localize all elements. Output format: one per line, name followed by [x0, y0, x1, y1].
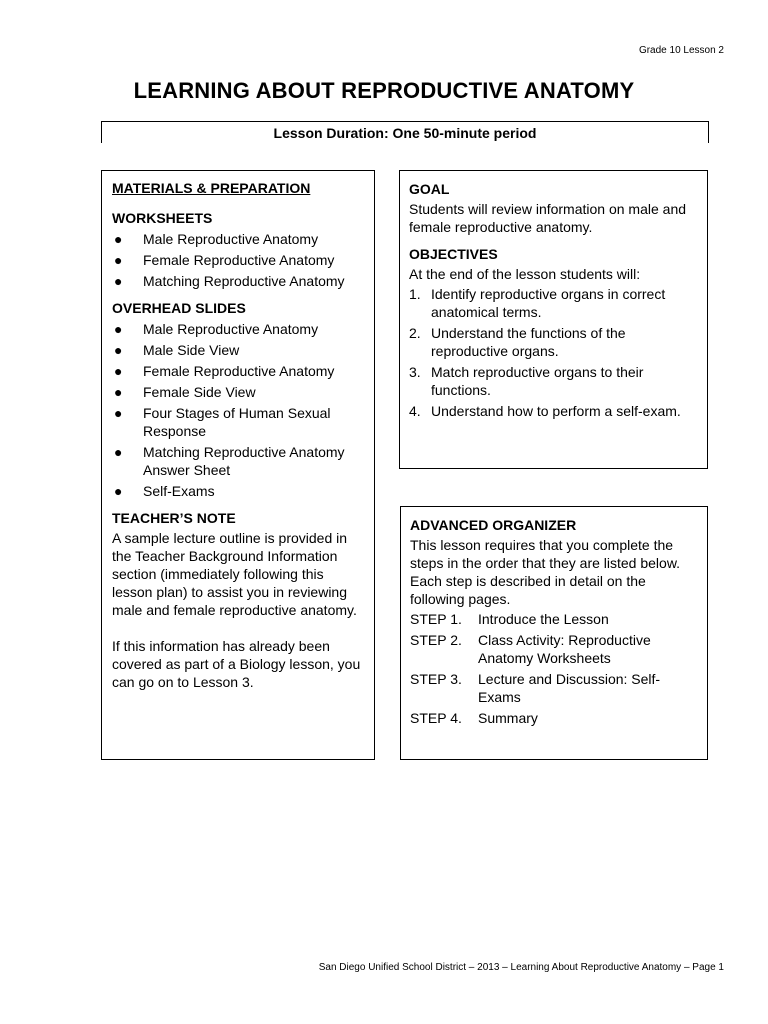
list-item: ● Four Stages of Human Sexual Response	[114, 405, 331, 439]
bullet-icon: ●	[114, 483, 123, 499]
list-item: ● Matching Reproductive Anatomy	[114, 273, 345, 289]
steps-list	[410, 610, 698, 727]
worksheets-heading: WORKSHEETS	[112, 210, 213, 226]
objectives-intro: At the end of the lesson students will:	[409, 266, 641, 282]
list-item: 2. Understand the functions of the reproductive organs.	[409, 325, 626, 359]
bullet-icon: ●	[114, 384, 123, 400]
step-item: STEP 1. Introduce the Lesson	[410, 611, 609, 627]
step-item: STEP 4. Summary	[410, 710, 538, 726]
objectives-heading: OBJECTIVES	[409, 246, 498, 262]
grade-lesson-label: Grade 10 Lesson 2	[638, 45, 724, 56]
list-item: ● Male Reproductive Anatomy	[114, 231, 319, 247]
bullet-icon: ●	[114, 444, 123, 460]
list-item: ● Male Reproductive Anatomy	[114, 321, 319, 337]
list-item: 3. Match reproductive organs to their functions.	[409, 364, 644, 398]
list-item: ● Female Reproductive Anatomy	[114, 363, 335, 379]
teachers-note-heading: TEACHER’S NOTE	[112, 510, 236, 526]
bullet-icon: ●	[114, 363, 123, 379]
list-item: ● Female Side View	[114, 384, 256, 400]
goal-box	[399, 170, 708, 469]
bullet-icon: ●	[114, 405, 123, 421]
advanced-organizer-box	[400, 506, 708, 760]
page-title: LEARNING ABOUT REPRODUCTIVE ANATOMY	[133, 78, 635, 103]
list-item: 1. Identify reproductive organs in correct anatomical terms.	[409, 286, 666, 320]
objectives-list	[409, 285, 698, 420]
list-item: ● Male Side View	[114, 342, 240, 358]
list-item: ● Self-Exams	[114, 483, 215, 499]
slides-list	[112, 320, 364, 500]
teachers-note-text: A sample lecture outline is provided in the Teacher Background Information section (immediately following this lesson plan) to assist you in reviewing male and female reproductive anatomy.	[112, 530, 357, 618]
bullet-icon: ●	[114, 252, 123, 268]
step-item: STEP 2. Class Activity: Reproductive Anatomy Worksheets	[410, 632, 651, 666]
bullet-icon: ●	[114, 342, 123, 358]
worksheets-list	[112, 230, 364, 290]
teachers-note-text-2: If this information has already been covered as part of a Biology lesson, you can go on to Lesson 3.	[112, 638, 361, 690]
lesson-duration: Lesson Duration: One 50-minute period	[101, 121, 709, 143]
bullet-icon: ●	[114, 321, 123, 337]
organizer-text: This lesson requires that you complete the steps in the order that they are listed below. Each step is described in detail on the following pages.	[410, 537, 681, 607]
organizer-heading: ADVANCED ORGANIZER	[410, 517, 577, 533]
list-item: ● Female Reproductive Anatomy	[114, 252, 335, 268]
bullet-icon: ●	[114, 231, 123, 247]
list-item: ● Matching Reproductive Anatomy Answer Sheet	[114, 444, 345, 478]
goal-heading: GOAL	[409, 181, 450, 197]
bullet-icon: ●	[114, 273, 123, 289]
materials-box	[101, 170, 375, 760]
step-item: STEP 3. Lecture and Discussion: Self-Exams	[410, 671, 661, 705]
goal-text: Students will review information on male and female reproductive anatomy.	[409, 201, 687, 235]
materials-heading: MATERIALS & PREPARATION	[112, 180, 311, 196]
slides-heading: OVERHEAD SLIDES	[112, 300, 246, 316]
page-footer: San Diego Unified School District – 2013 – Learning About Reproductive Anatomy – Page 1	[318, 962, 724, 973]
list-item: 4. Understand how to perform a self-exam.	[409, 403, 681, 419]
